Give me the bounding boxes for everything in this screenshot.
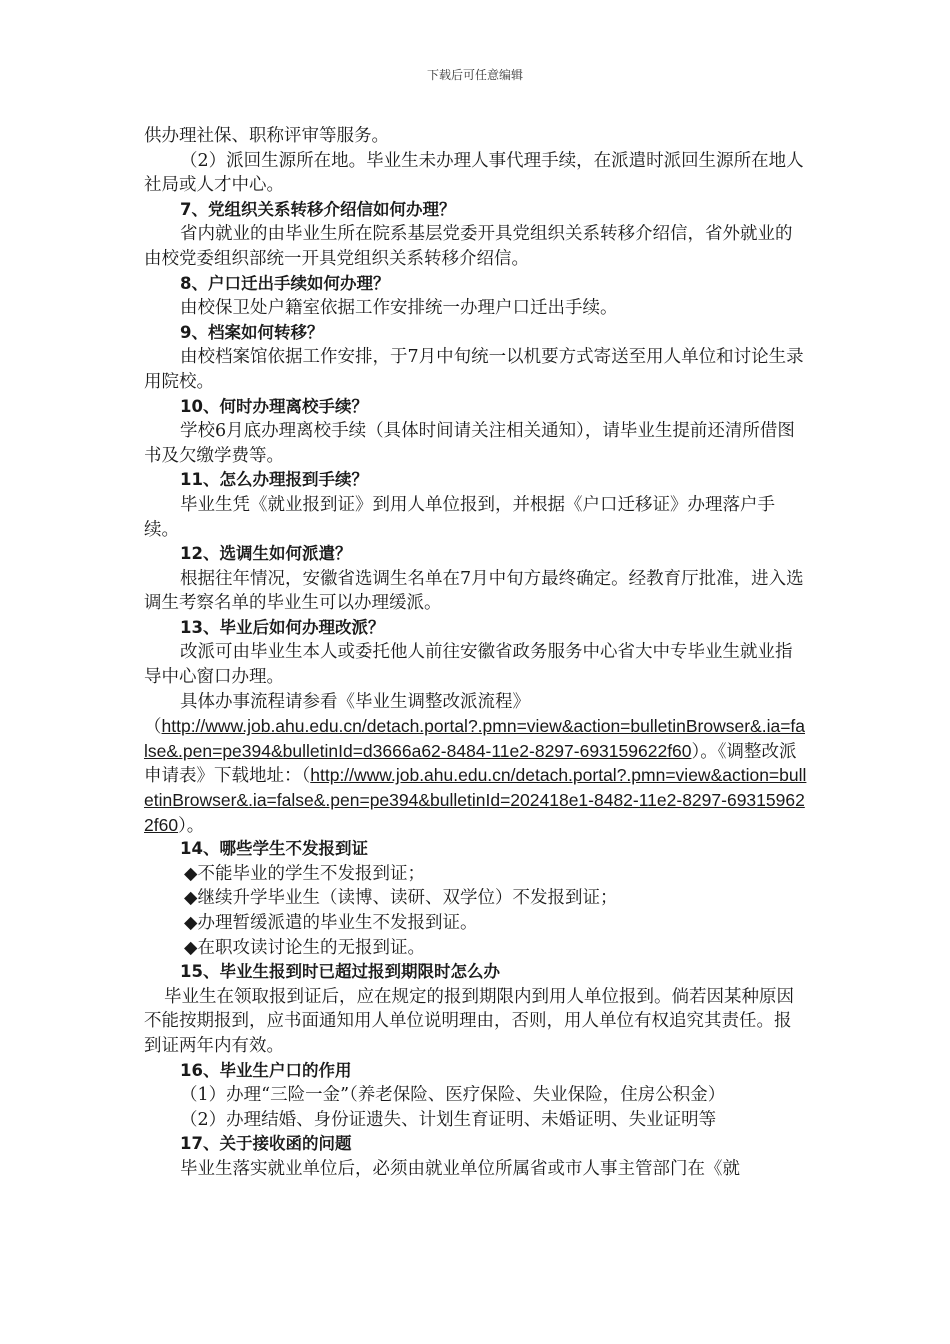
paragraph: 由校档案馆依据工作安排，于7月中旬统一以机要方式寄送至用人单位和讨论生录用院校。 (144, 347, 804, 392)
paragraph: 供办理社保、职称评审等服务。 (144, 126, 389, 146)
page-header: 下载后可任意编辑 (426, 68, 523, 82)
close-paren: ）。 (178, 814, 205, 835)
paragraph: 省内就业的由毕业生所在院系基层党委开具党组织关系转移介绍信，省外就业的由校党委组织部统一开具党组织关系转移介绍信。 (144, 224, 793, 269)
links-paragraph (144, 714, 808, 837)
section-heading: 7、党组织关系转移介绍信如何办理？ (180, 199, 456, 219)
paragraph: （2）办理结婚、身份证遗失、计划生育证明、未婚证明、失业证明等 (180, 1109, 717, 1130)
open-paren: （ (144, 716, 162, 737)
bullet-item: ◆办理暂缓派遣的毕业生不发报到证。 (184, 913, 478, 933)
section-heading: 15、毕业生报到时已超过报到期限时怎么办 (180, 962, 500, 982)
paragraph: 改派可由毕业生本人或委托他人前往安徽省政务服务中心省大中专毕业生就业指导中心窗口办理。 (144, 642, 793, 688)
paragraph: 学校6月底办理离校手续（具体时间请关注相关通知），请毕业生提前还清所借图书及欠缴学费等。 (144, 421, 795, 466)
section-heading: 10、何时办理离校手续？ (180, 396, 368, 416)
section-heading: 17、关于接收函的问题 (180, 1134, 352, 1154)
section-heading: 16、毕业生户口的作用 (180, 1060, 352, 1080)
section-heading: 14、哪些学生不发报到证 (180, 839, 368, 859)
bullet-item: ◆继续升学毕业生（读博、读研、双学位）不发报到证； (184, 888, 618, 909)
link-separator-text: ）。《调整改派申请表》下载地址：（ (144, 740, 797, 786)
bullet-item: ◆不能毕业的学生不发报到证； (184, 863, 425, 884)
bullet-item: ◆在职攻读讨论生的无报到证。 (184, 937, 425, 958)
document-body (144, 124, 808, 1182)
paragraph: 根据往年情况，安徽省选调生名单在7月中旬方最终确定。经教育厅批准，进入选调生考察名单的毕业生可以办理缓派。 (144, 568, 804, 614)
section-heading: 11、怎么办理报到手续？ (180, 470, 368, 490)
application-form-link[interactable]: http://www.job.ahu.edu.cn/detach.portal?.pmn=view&action=bulletinBrowser&.ia=false&.pen=pe394&bulletinId=202418e1-8482-11e2-8297-693159622f60 (144, 765, 807, 835)
paragraph: 毕业生在领取报到证后，应在规定的报到期限内到用人单位报到。倘若因某种原因不能按期报到，应书面通知用人单位说明理由，否则，用人单位有权追究其责任。报到证两年内有效。 (144, 986, 794, 1056)
section-heading: 9、档案如何转移？ (180, 322, 324, 342)
section-heading: 13、毕业后如何办理改派？ (180, 617, 385, 637)
paragraph: 毕业生落实就业单位后，必须由就业单位所属省或市人事主管部门在《就 (180, 1158, 740, 1179)
paragraph: （1）办理“三险一金”（养老保险、医疗保险、失业保险，住房公积金） (180, 1085, 726, 1106)
paragraph: 由校保卫处户籍室依据工作安排统一办理户口迁出手续。 (180, 298, 618, 319)
paragraph: 毕业生凭《就业报到证》到用人单位报到，并根据《户口迁移证》办理落户手续。 (144, 494, 775, 540)
section-heading: 8、户口迁出手续如何办理？ (180, 273, 390, 293)
section-heading: 12、选调生如何派遣？ (180, 544, 352, 564)
paragraph: 具体办事流程请参看《毕业生调整改派流程》 (180, 691, 530, 712)
paragraph: （2）派回生源所在地。毕业生未办理人事代理手续，在派遣时派回生源所在地人社局或人才中心。 (144, 150, 804, 196)
adjustment-process-link[interactable]: http://www.job.ahu.edu.cn/detach.portal?.pmn=view&action=bulletinBrowser&.ia=false&.pen=pe394&bulletinId=d3666a62-8484-11e2-8297-693159622f60 (144, 716, 806, 761)
